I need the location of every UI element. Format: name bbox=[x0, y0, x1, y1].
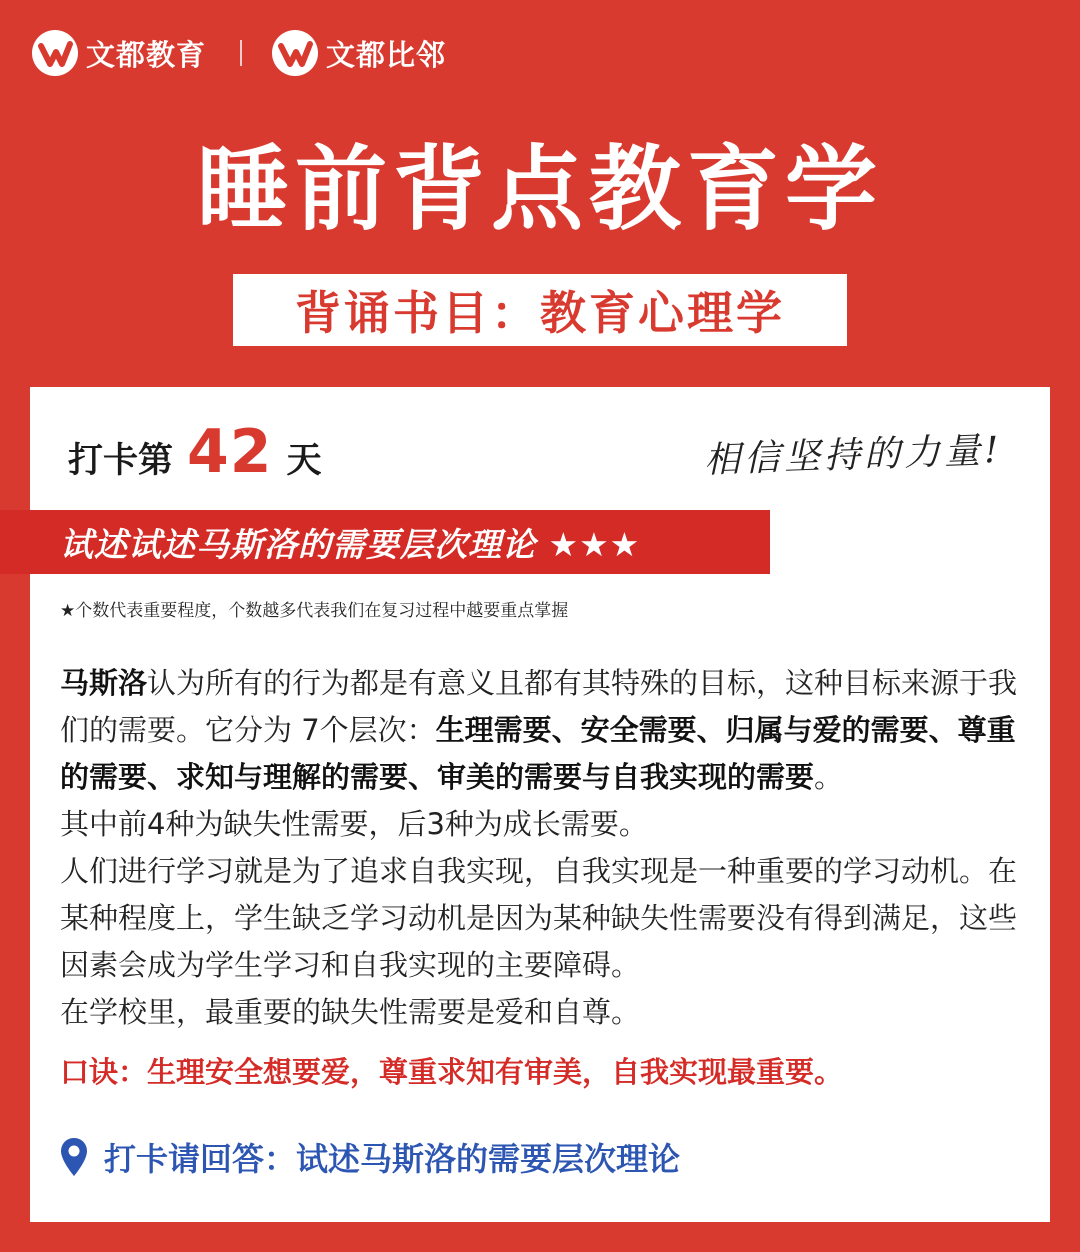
logo-divider bbox=[240, 40, 242, 66]
paragraph-3: 人们进行学习就是为了追求自我实现，自我实现是一种重要的学习动机。在某种程度上，学生缺乏学习动机是因为某种缺失性需要没有得到满足，这些因素会成为学生学习和自我实现的主要障碍。 bbox=[60, 854, 1018, 982]
wendu-logo-icon bbox=[30, 28, 80, 78]
bold-name: 马斯洛 bbox=[60, 666, 148, 700]
stars-note: ★个数代表重要程度，个数越多代表我们在复习过程中越要重点掌握 bbox=[60, 601, 569, 621]
paragraph-1 bbox=[60, 660, 1025, 801]
subtitle-text: 背诵书目：教育心理学 bbox=[295, 286, 785, 340]
question-banner bbox=[0, 510, 770, 574]
wendu-logo-icon bbox=[270, 28, 320, 78]
paragraph-4: 在学校里，最重要的缺失性需要是爱和自尊。 bbox=[60, 995, 641, 1029]
answer-body bbox=[60, 660, 1025, 1036]
bold-levels: 生理需要、安全需要、归属与爱的需要、尊重的需要、求知与理解的需要、审美的需要与自我实现的需要 bbox=[60, 713, 1016, 794]
logo-text-wendu-bilin: 文都比邻 bbox=[326, 37, 447, 72]
checkin-day-number: 42 bbox=[187, 417, 273, 487]
checkin-prefix: 打卡第 bbox=[68, 441, 174, 481]
para1-end: 。 bbox=[814, 760, 844, 794]
mnemonic: 口诀：生理安全想要爱，尊重求知有审美，自我实现最重要。 bbox=[60, 1055, 844, 1089]
wendu-logo bbox=[30, 28, 206, 78]
paragraph-2: 其中前4种为缺失性需要，后3种为成长需要。 bbox=[60, 807, 648, 841]
wendu-bilin-logo bbox=[270, 28, 446, 78]
subtitle-box bbox=[233, 274, 847, 346]
answer-prompt-text: 打卡请回答：试述马斯洛的需要层次理论 bbox=[104, 1140, 681, 1178]
main-title: 睡前背点教育学 bbox=[196, 136, 883, 243]
brand-logos bbox=[30, 28, 446, 78]
checkin-counter bbox=[68, 417, 322, 487]
checkin-suffix: 天 bbox=[286, 441, 322, 481]
para1-text: 认为所有的行为都是有意义且都有其特殊的目标，这种目标来源于我们的需要。它分为 7个层次： bbox=[60, 666, 1018, 747]
logo-text-wendu-education: 文都教育 bbox=[86, 37, 207, 72]
motto-handwritten: 相信坚持的力量! bbox=[703, 429, 1003, 482]
question-title: 试述试述马斯洛的需要层次理论 ★★★ bbox=[60, 524, 641, 564]
location-pin-icon bbox=[60, 1137, 88, 1177]
answer-prompt bbox=[60, 1134, 680, 1180]
